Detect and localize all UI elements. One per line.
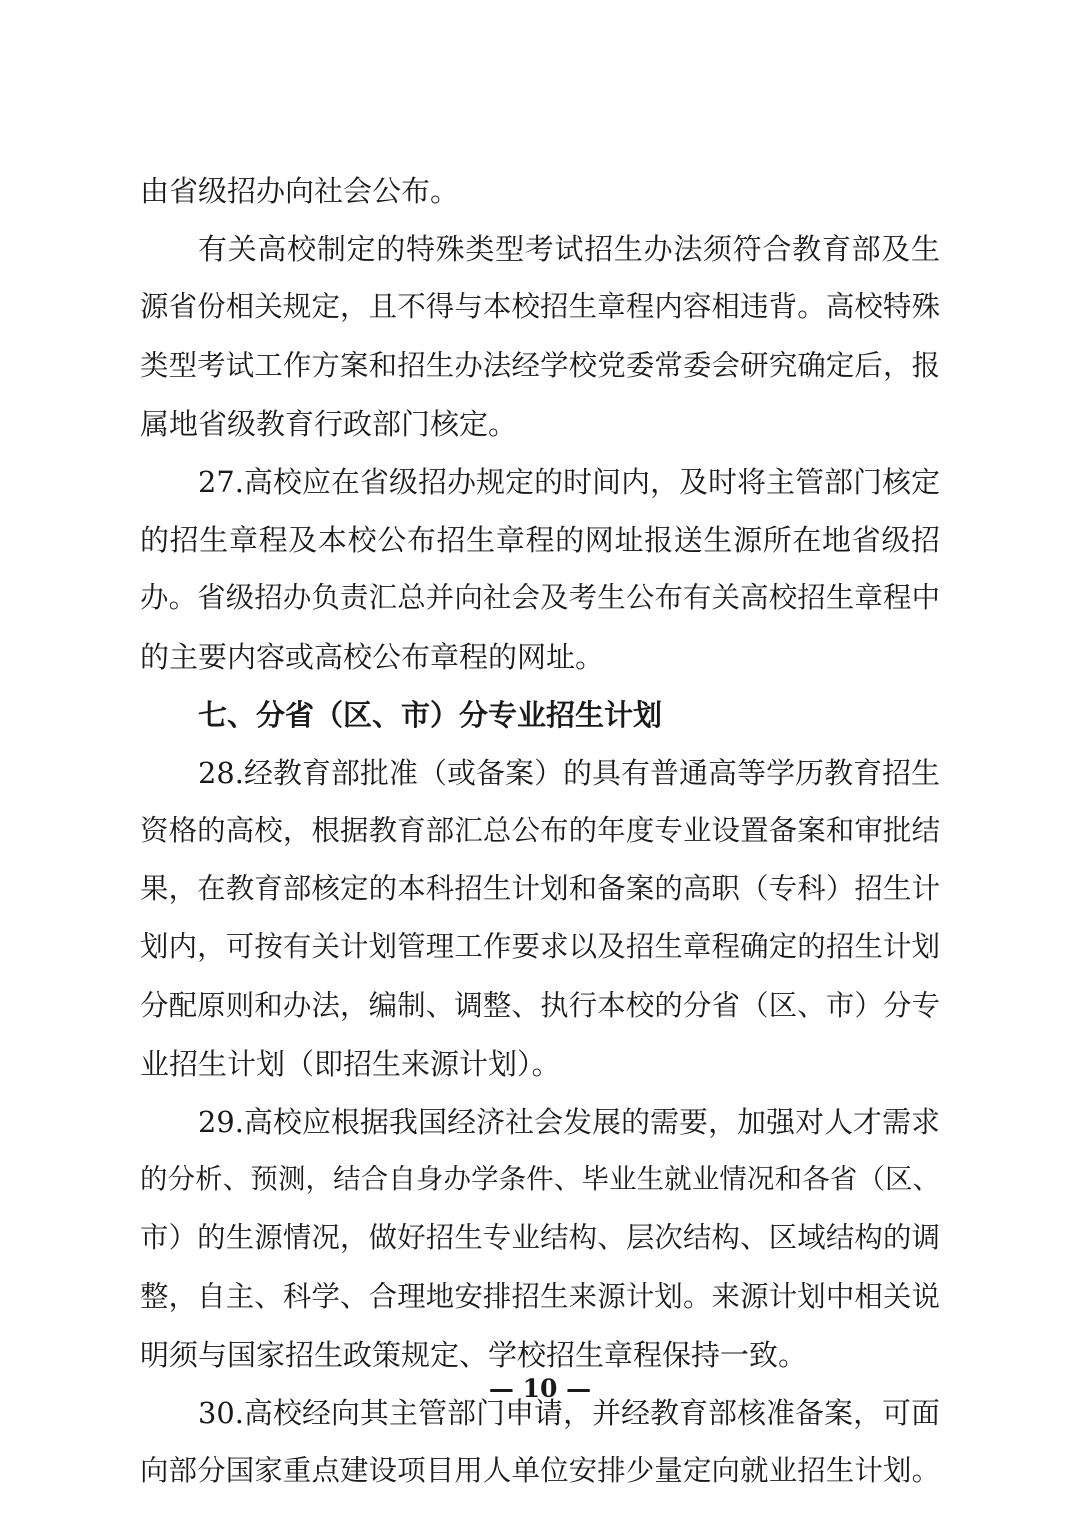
text-line: 果，在教育部核定的本科招生计划和备案的高职（专科）招生计 [140,872,940,906]
text-line: 源省份相关规定，且不得与本校招生章程内容相违背。高校特殊 [140,290,940,324]
text-line: 明须与国家招生政策规定、学校招生章程保持一致。 [140,1337,808,1372]
document-body [140,162,940,1500]
text-line: 27.高校应在省级招办规定的时间内，及时将主管部门核定 [198,464,940,499]
text-line: 市）的生源情况，做好招生专业结构、层次结构、区域结构的调 [140,1221,940,1255]
section-heading: 七、分省（区、市）分专业招生计划 [198,697,663,732]
text-line: 划内，可按有关计划管理工作要求以及招生章程确定的招生计划 [140,930,940,964]
page-number: — 10 — [488,1374,592,1403]
text-line: 的主要内容或高校公布章程的网址。 [140,639,605,674]
text-line: 有关高校制定的特殊类型考试招生办法须符合教育部及生 [198,232,940,267]
text-line: 类型考试工作方案和招生办法经学校党委常委会研究确定后，报 [140,348,940,382]
text-line: 办。省级招办负责汇总并向社会及考生公布有关高校招生章程中 [140,581,940,615]
text-line: 的分析、预测，结合自身办学条件、毕业生就业情况和各省（区、 [140,1164,940,1196]
text-line: 向部分国家重点建设项目用人单位安排少量定向就业招生计划。 [140,1454,940,1488]
text-line: 属地省级教育行政部门核定。 [140,406,518,441]
text-line: 业招生计划（即招生来源计划）。 [140,1046,561,1081]
text-line: 资格的高校，根据教育部汇总公布的年度专业设置备案和审批结 [140,814,940,848]
text-line: 29.高校应根据我国经济社会发展的需要，加强对人才需求 [198,1105,940,1139]
text-line: 分配原则和办法，编制、调整、执行本校的分省（区、市）分专 [140,988,940,1022]
text-line: 由省级招办向社会公布。 [140,174,460,208]
text-line: 30.高校经向其主管部门申请，并经教育部核准备案，可面 [198,1395,940,1430]
text-line: 的招生章程及本校公布招生章程的网址报送生源所在地省级招 [140,523,940,558]
text-line: 整，自主、科学、合理地安排招生来源计划。来源计划中相关说 [140,1279,940,1313]
text-line: 28.经教育部批准（或备案）的具有普通高等学历教育招生 [198,755,940,790]
